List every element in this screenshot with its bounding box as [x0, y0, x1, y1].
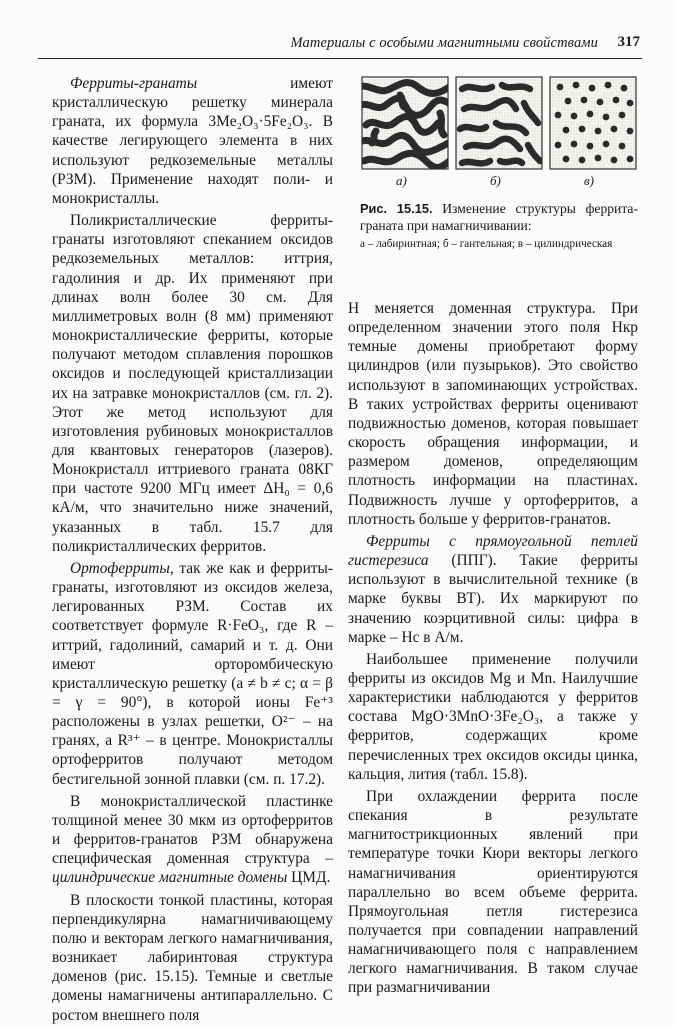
panel-label-c: в) — [584, 173, 594, 188]
figure-15-15 — [360, 73, 638, 265]
paragraph-text: , так же как и ферриты-гранаты, изготовляют из оксидов железа, легированных РЗМ. Состав их соответствует формуле R·FeO₃, где R – иттрий, гадолиний, самарий и т. д. Они имеют орторомбическую кристаллическую решетку (a ≠ b ≠ c; α = β = γ = 90°), в которой ионы Fe⁺³ расположены в узлах решетки, O²⁻ – на гранях, а R³⁺ – в центре. Монокристаллы ортоферритов получают методом бестигельной зонной плавки (см. п. 17.2). — [52, 559, 333, 788]
paragraph-text: ЦМД. — [287, 869, 331, 887]
paragraph-domain-change: H меняется доменная структура. При определенном значении этого поля Hкр темные домены приобретают форму цилиндров (или пузырьков). Это свойство используют в запоминающих устройствах. В таких устройствах ферриты оценивают подвижностью доменов, которая повышает скорость обращения информации, и размером доменов, определяющим плотность информации на пластинах. Подвижность лучше у ортоферритов, а плотность больше у ферритов-гранатов. — [348, 300, 638, 528]
paragraph-ppg — [348, 532, 638, 647]
panel-label-a: а) — [396, 173, 407, 188]
figure-caption — [360, 200, 638, 251]
running-title: Материалы с особыми магнитными свойствами — [290, 35, 598, 51]
garnet-formula: 3Me₂O₃·5Fe₂O₃ — [208, 113, 309, 131]
page-number: 317 — [617, 34, 640, 50]
panel-label-b: б) — [490, 173, 501, 188]
paragraph-cmd — [52, 792, 333, 888]
paragraph-text: В монокристаллической пластинке толщиной менее 30 мкм из ортоферритов и ферритов-гранатов РЗМ обнаружена специфическая доменная структура – — [52, 792, 333, 868]
paragraph-garnets — [52, 74, 333, 208]
panel-a-labyrinth — [360, 77, 452, 169]
term-orthoferrites: Ортоферриты — [70, 559, 170, 577]
term-cmd: цилиндрические магнитные домены — [52, 869, 288, 887]
term-garnets: Ферриты-гранаты — [70, 75, 198, 92]
paragraph-text: (ППГ). Такие ферриты используют в вычислительной технике (в марке буквы ВТ). Их маркируют по значению коэрцитивной силы: цифра в марке – Hc в А/м. — [348, 552, 638, 646]
panel-c-cylindrical — [550, 77, 636, 169]
paragraph-polycrystalline: Поликристаллические ферриты-гранаты изготовляют спеканием оксидов редкоземельных металлов: иттрия, гадолиния и др. Их применяют при длинах волн более 30 см. Для миллиметровых волн (8 мм) применяют монокристаллические ферриты, которые получают методом сплавления порошков оксидов и последующей кристаллизации их на затравке монокристаллов (см. гл. 2). Этот же метод используют для изготовления рубиновых монокристаллов для квантовых генераторов (лазеров). Монокристалл иттриевого граната 08КГ при частоте 9200 МГц имеет ΔH₀ = 0,6 кА/м, что значительно ниже значений, указанных в табл. 15.7 для поликристаллических ферритов. — [52, 212, 333, 555]
paragraph-labyrinth: В плоскости тонкой пластины, которая перпендикулярна намагничивающему полю и векторам легкого намагничивания, возникает лабиринтовая структура доменов (рис. 15.15). Темные и светлые домены намагничены антипараллельно. С ростом внешнего поля — [52, 891, 333, 1024]
panel-b-dumbbell — [456, 77, 542, 169]
paragraph-cooling: При охлаждении феррита после спекания в результате магнитострикционных явлений при температуре точки Кюри векторы легкого намагничивания ориентируются параллельно во всем объеме феррита. Прямоугольная петля гистерезиса получается при совпадении направлений намагничивающего поля с направлением легкого намагничивания. В таком случае при размагничивании — [348, 787, 638, 997]
caption-legend: а – лабиринтная; б – гантельная; в – цилиндрическая — [360, 238, 613, 250]
paragraph-orthoferrites — [52, 559, 333, 789]
paragraph-text: имеют кристаллическую решетку минерала граната, их формула — [52, 75, 333, 131]
term-ppg: Ферриты с прямоугольной петлей гистерезиса — [348, 532, 638, 570]
caption-text: Изменение структуры феррита-граната при намагничивании: — [360, 201, 638, 233]
left-column — [52, 74, 333, 1025]
caption-label: Рис. 15.15. — [360, 201, 433, 216]
paragraph-text: . В качестве легирующего элемента в них используют редкоземельные металлы (РЗМ). Применение находят поли- и монокристаллы. — [52, 113, 333, 207]
running-header — [38, 30, 642, 59]
right-column — [348, 299, 638, 998]
paragraph-mg-mn: Наибольшее применение получили ферриты из оксидов Mg и Mn. Наилучшие характеристики наблюдаются у ферритов состава MgO·3MnO·3Fe₂O₃, а также у ферритов, содержащих кроме перечисленных трех оксидов оксиды цинка, кальция, лития (табл. 15.8). — [348, 650, 638, 783]
